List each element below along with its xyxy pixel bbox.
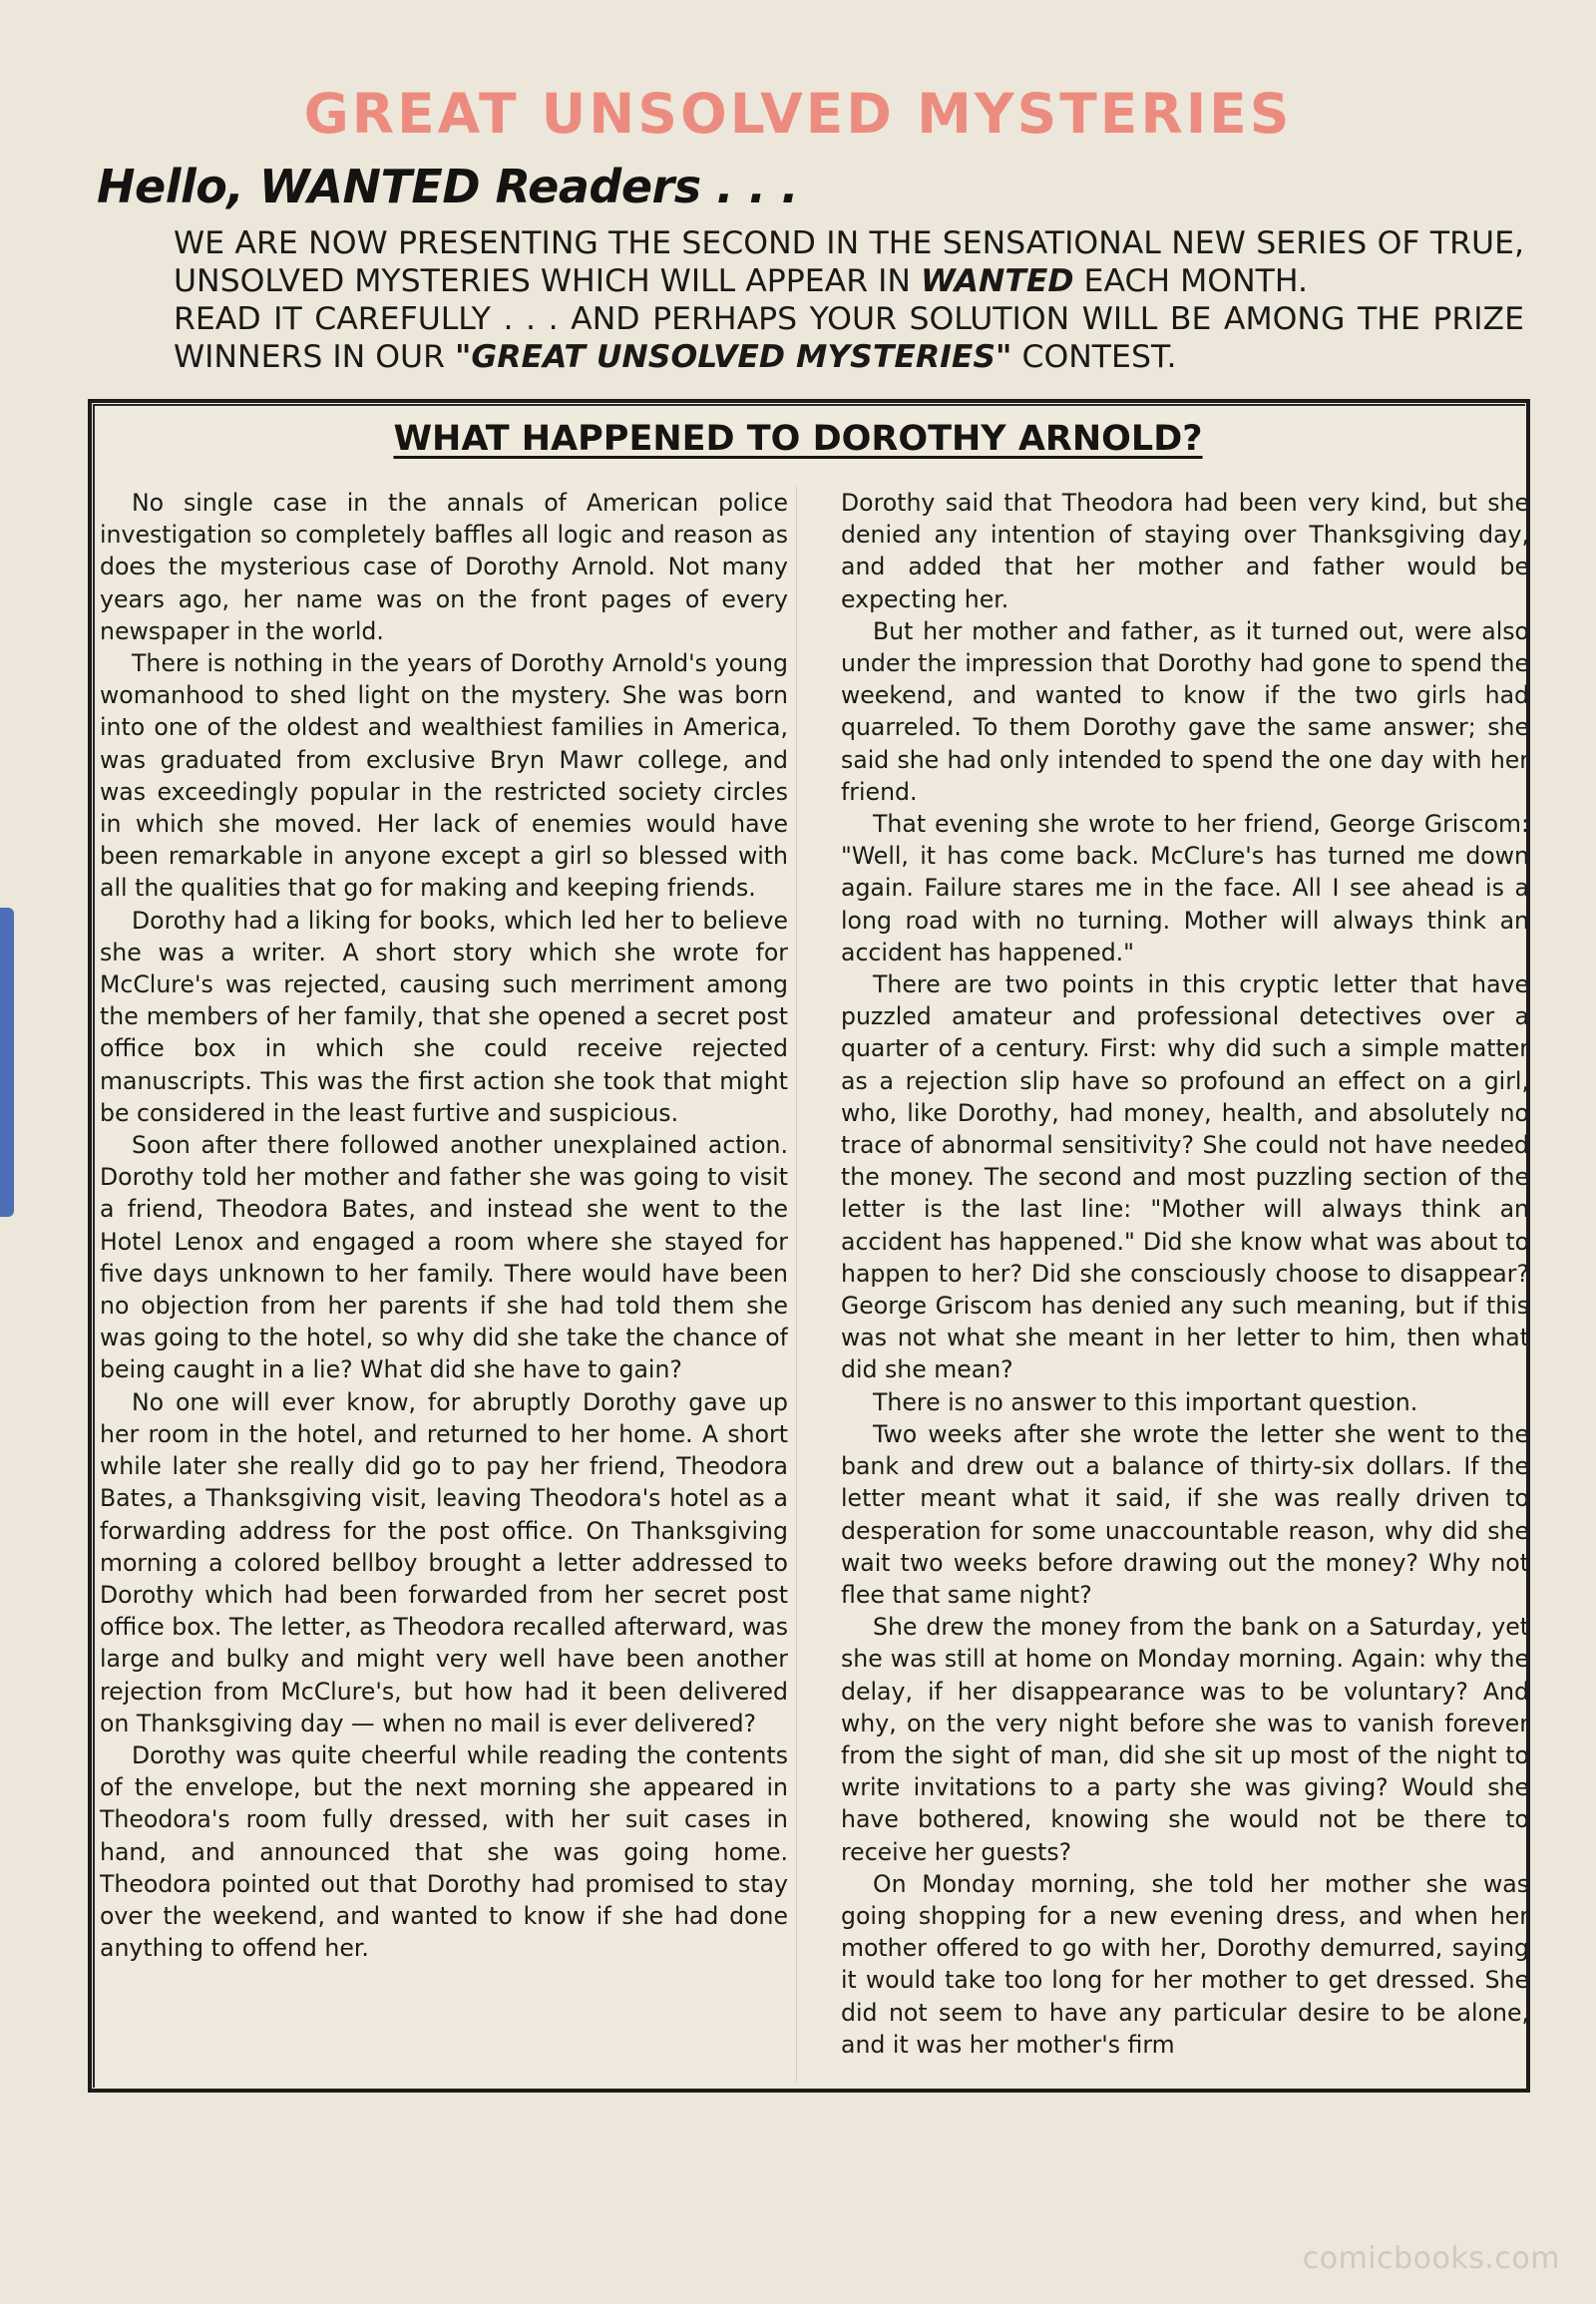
article-right-column xyxy=(841,487,1529,2083)
intro-2-tail: CONTEST. xyxy=(1011,339,1177,375)
intro-2-text: READ IT CAREFULLY . . . AND PERHAPS YOUR SOLUTION WILL BE AMONG THE PRIZE WINNERS IN OUR xyxy=(174,301,1524,375)
intro-1-magazine-name: WANTED xyxy=(921,263,1074,299)
column-divider xyxy=(796,487,797,2083)
article-paragraph: Dorothy said that Theodora had been very kind, but she denied any intention of staying over Thanksgiving day, and added that her mother and father would be expecting her. xyxy=(841,489,1529,613)
page-edge-tab xyxy=(0,908,14,1217)
intro-paragraph-1 xyxy=(98,224,1524,300)
article-paragraph: That evening she wrote to her friend, George Griscom: "Well, it has come back. McClure's has turned me down again. Failure stares me in the face. All I see ahead is a long road with no turning. Mother will always think an accident has happened." xyxy=(841,810,1529,966)
article-paragraph: There is no answer to this important question. xyxy=(873,1387,1418,1416)
intro-1-tail: EACH MONTH. xyxy=(1073,263,1309,299)
article-paragraph: There is nothing in the years of Dorothy Arnold's young womanhood to shed light on the mystery. She was born into one of the oldest and wealthiest families in America, was graduated from exclusive Bryn Mawr college, and was exceedingly popular in the restricted society circles in which she moved. Her lack of enemies would have been remarkable in anyone except a girl so blessed with all the qualities that go for making and keeping friends. xyxy=(100,649,788,903)
article-title: WHAT HAPPENED TO DOROTHY ARNOLD? xyxy=(393,419,1203,459)
article-paragraph: But her mother and father, as it turned out, were also under the impression that Dorothy had gone to spend the weekend, and wanted to know if the two girls had quarreled. To them Dorothy gave the same answer; she said she had only intended to spend the one day with her friend. xyxy=(841,616,1529,806)
article-paragraph: Two weeks after she wrote the letter she went to the bank and drew out a balance of thirty-six dollars. If the letter meant what it said, if she was really driven to desperation for some unaccountable reason, why did she wait two weeks before drawing out the money? Why not flee that same night? xyxy=(841,1419,1529,1609)
intro-text xyxy=(98,224,1524,376)
article-paragraph: Soon after there followed another unexplained action. Dorothy told her mother and father she was going to visit a friend, Theodora Bates, and instead she went to the Hotel Lenox and engaged a room where she stayed for five days unknown to her family. There would have been no objection from her parents if she had told them she was going to the hotel, so why did she take the chance of being caught in a lie? What did she have to gain? xyxy=(100,1131,788,1384)
intro-2-contest-name: "GREAT UNSOLVED MYSTERIES" xyxy=(454,339,1012,375)
intro-paragraph-2 xyxy=(98,300,1524,376)
intro-1-text: WE ARE NOW PRESENTING THE SECOND IN THE SENSATIONAL NEW SERIES OF TRUE, UNSOLVED MYSTERIES WHICH WILL APPEAR IN xyxy=(174,225,1524,299)
article-left-column xyxy=(100,487,788,2083)
site-watermark: comicbooks.com xyxy=(1302,2241,1560,2276)
article-paragraph: No single case in the annals of American police investigation so completely baffles all logic and reason as does the mysterious case of Dorothy Arnold. Not many years ago, her name was on the front pages of every newspaper in the world. xyxy=(100,489,788,645)
article-paragraph: No one will ever know, for abruptly Dorothy gave up her room in the hotel, and returned to her home. A short while later she really did go to pay her friend, Theodora Bates, a Thanksgiving visit, leaving Theodora's hotel as a forwarding address for the post office. On Thanksgiving morning a colored bellboy brought a letter addressed to Dorothy which had been forwarded from her secret post office box. The letter, as Theodora recalled afterward, was large and bulky and might very well have been another rejection from McClure's, but how had it been delivered on Thanksgiving day — when no mail is ever delivered? xyxy=(100,1387,788,1737)
greeting-heading: Hello, WANTED Readers . . . xyxy=(97,160,799,213)
article-paragraph: There are two points in this cryptic letter that have puzzled amateur and professional detectives over a quarter of a century. First: why did such a simple matter as a rejection slip have so profound an effect on a girl, who, like Dorothy, had money, health, and absolutely no trace of abnormal sensitivity? She could not have needed the money. The second and most puzzling section of the letter is the last line: "Mother will always think an accident has happened." Did she know what was about to happen to her? Did she consciously choose to disappear? George Griscom has denied any such meaning, but if this was not what she meant in her letter to him, then what did she mean? xyxy=(841,970,1529,1384)
article-paragraph: On Monday morning, she told her mother she was going shopping for a new evening dress, and when her mother offered to go with her, Dorothy demurred, saying it would take too long for her mother to get dressed. She did not seem to have any particular desire to be alone, and it was her mother's firm xyxy=(841,1869,1529,2059)
article-paragraph: She drew the money from the bank on a Saturday, yet she was still at home on Monday morning. Again: why the delay, if her disappearance was to be voluntary? And why, on the very night before she was to vanish forever from the sight of man, did she sit up most of the night to write invitations to a party she was giving? Would she have bothered, knowing she would not be there to receive her guests? xyxy=(841,1613,1529,1866)
series-title: GREAT UNSOLVED MYSTERIES xyxy=(303,82,1293,146)
article-paragraph: Dorothy had a liking for books, which led her to believe she was a writer. A short story which she wrote for McClure's was rejected, causing such merriment among the members of her family, that she opened a secret post office box in which she could receive rejected manuscripts. This was the first action she took that might be considered in the least furtive and suspicious. xyxy=(100,906,788,1127)
article-paragraph: Dorothy was quite cheerful while reading the contents of the envelope, but the next morning she appeared in Theodora's room fully dressed, with her suit cases in hand, and announced that she was going home. Theodora pointed out that Dorothy had promised to stay over the weekend, and wanted to know if she had done anything to offend her. xyxy=(100,1740,788,1963)
